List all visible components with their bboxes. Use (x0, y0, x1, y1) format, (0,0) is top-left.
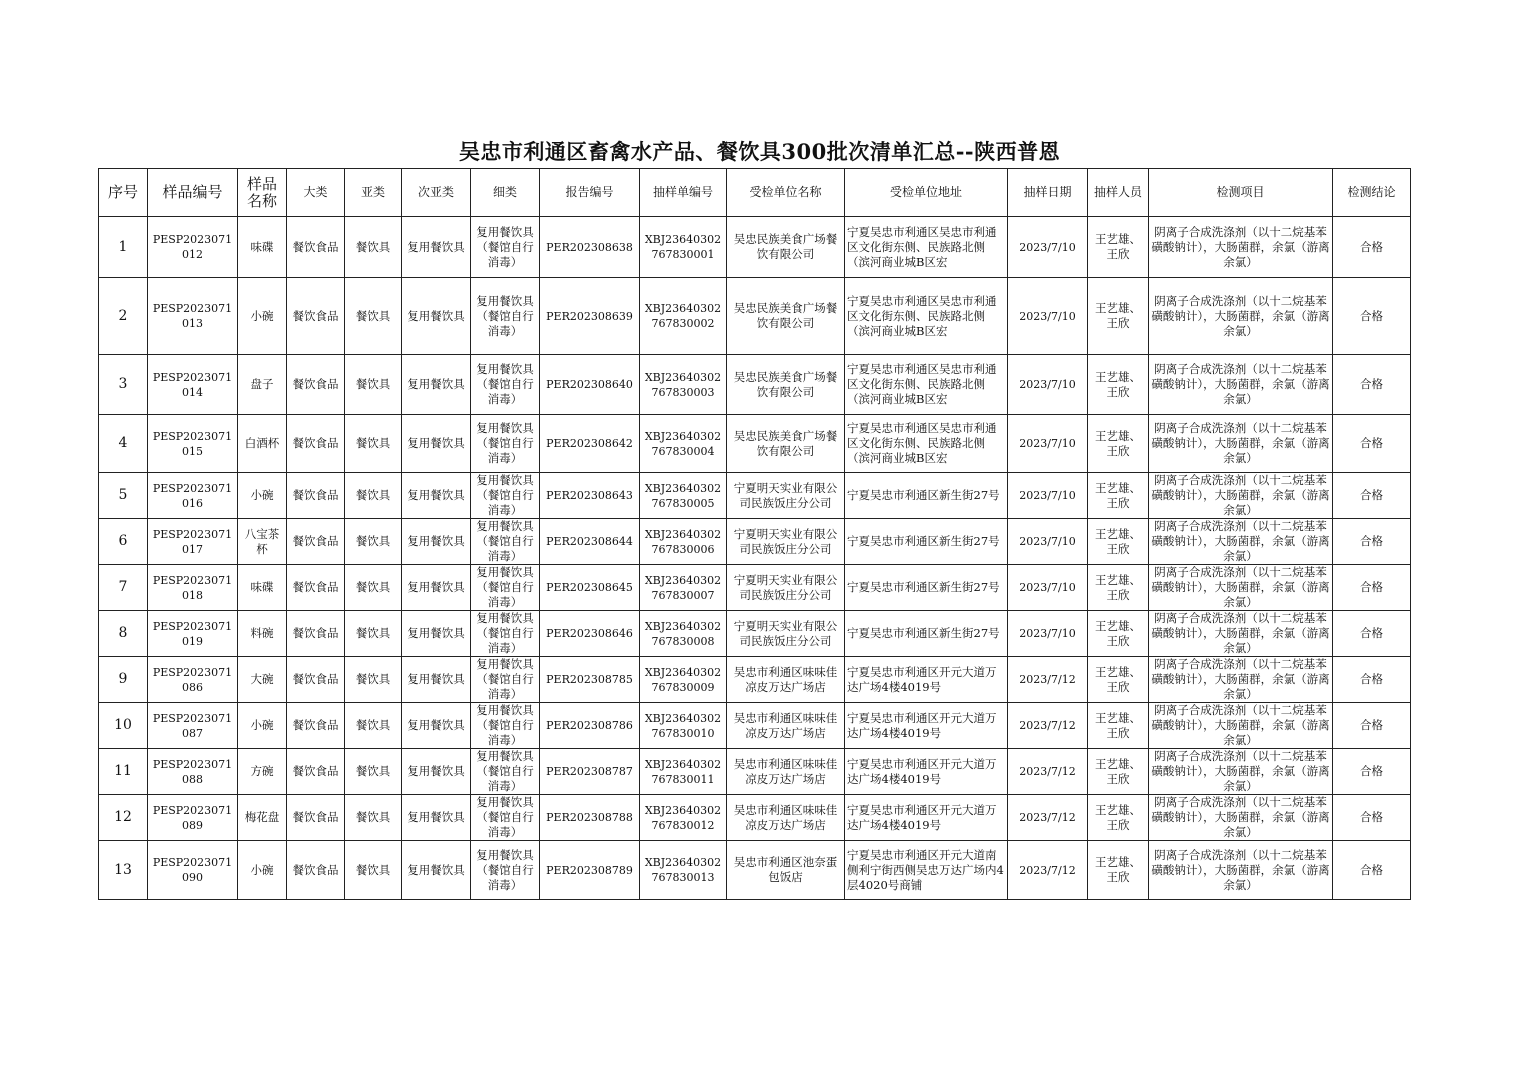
table-cell: PESP2023071017 (148, 519, 238, 565)
table-cell: PESP2023071088 (148, 749, 238, 795)
table-cell: PER202308789 (540, 841, 640, 900)
table-cell: 复用餐饮具 (402, 519, 471, 565)
table-cell: 2023/7/12 (1008, 795, 1088, 841)
table-cell: 餐饮食品 (287, 841, 345, 900)
table-cell: 餐饮具 (345, 355, 402, 415)
table-cell: 阴离子合成洗涤剂（以十二烷基苯磺酸钠计），大肠菌群，余氯（游离余氯） (1149, 795, 1333, 841)
table-cell: 2023/7/12 (1008, 703, 1088, 749)
table-cell: 8 (99, 611, 148, 657)
table-cell: 餐饮具 (345, 217, 402, 278)
table-cell: 餐饮具 (345, 749, 402, 795)
table-cell: 王艺雄、王欣 (1088, 749, 1149, 795)
table-cell: 阴离子合成洗涤剂（以十二烷基苯磺酸钠计），大肠菌群，余氯（游离余氯） (1149, 611, 1333, 657)
table-cell: 宁夏明天实业有限公司民族饭庄分公司 (727, 611, 845, 657)
table-cell: PER202308640 (540, 355, 640, 415)
table-row (99, 749, 1411, 795)
table-cell: 7 (99, 565, 148, 611)
table-cell: PESP2023071013 (148, 278, 238, 355)
table-cell: 复用餐饮具 (402, 611, 471, 657)
header-cell: 样品名称 (238, 169, 287, 217)
table-cell: 宁夏明天实业有限公司民族饭庄分公司 (727, 473, 845, 519)
table-cell: XBJ23640302767830006 (640, 519, 727, 565)
header-cell: 受检单位名称 (727, 169, 845, 217)
table-cell: PER202308644 (540, 519, 640, 565)
table-cell: 王艺雄、王欣 (1088, 565, 1149, 611)
table-row (99, 703, 1411, 749)
header-row (99, 169, 1411, 217)
table-cell: 餐饮食品 (287, 355, 345, 415)
table-cell: 复用餐饮具 (402, 415, 471, 473)
table-cell: 复用餐饮具（餐馆自行消毒） (471, 355, 540, 415)
table-cell: 复用餐饮具 (402, 703, 471, 749)
table-cell: 餐饮具 (345, 795, 402, 841)
table-row (99, 278, 1411, 355)
table-cell: PER202308645 (540, 565, 640, 611)
table-cell: XBJ23640302767830011 (640, 749, 727, 795)
table-cell: 2023/7/10 (1008, 565, 1088, 611)
table-cell: PESP2023071014 (148, 355, 238, 415)
table-cell: 料碗 (238, 611, 287, 657)
table-cell: PER202308785 (540, 657, 640, 703)
table-cell: 复用餐饮具（餐馆自行消毒） (471, 278, 540, 355)
table-cell: 味碟 (238, 217, 287, 278)
table-cell: 餐饮具 (345, 473, 402, 519)
table-cell: 复用餐饮具 (402, 217, 471, 278)
table-cell: PESP2023071087 (148, 703, 238, 749)
table-cell: 11 (99, 749, 148, 795)
table-cell: 复用餐饮具（餐馆自行消毒） (471, 795, 540, 841)
table-cell: 王艺雄、王欣 (1088, 473, 1149, 519)
header-cell: 抽样日期 (1008, 169, 1088, 217)
table-cell: 阴离子合成洗涤剂（以十二烷基苯磺酸钠计），大肠菌群，余氯（游离余氯） (1149, 657, 1333, 703)
table-cell: 阴离子合成洗涤剂（以十二烷基苯磺酸钠计），大肠菌群，余氯（游离余氯） (1149, 473, 1333, 519)
page-title: 吴忠市利通区畜禽水产品、餐饮具300批次清单汇总--陕西普恩 (458, 139, 1061, 164)
table-cell: 餐饮食品 (287, 415, 345, 473)
table-cell: 合格 (1333, 841, 1411, 900)
table-cell: XBJ23640302767830002 (640, 278, 727, 355)
table-cell: 王艺雄、王欣 (1088, 611, 1149, 657)
table-cell: 2023/7/10 (1008, 217, 1088, 278)
table-cell: 1 (99, 217, 148, 278)
table-cell: 餐饮具 (345, 278, 402, 355)
table-cell: 宁夏吴忠市利通区开元大道万达广场4楼4019号 (845, 749, 1008, 795)
table-cell: PER202308788 (540, 795, 640, 841)
table-cell: 餐饮食品 (287, 217, 345, 278)
table-cell: 王艺雄、王欣 (1088, 703, 1149, 749)
table-cell: 合格 (1333, 657, 1411, 703)
table-cell: 合格 (1333, 217, 1411, 278)
table-cell: 阴离子合成洗涤剂（以十二烷基苯磺酸钠计），大肠菌群，余氯（游离余氯） (1149, 415, 1333, 473)
table-cell: 复用餐饮具（餐馆自行消毒） (471, 415, 540, 473)
table-cell: 复用餐饮具（餐馆自行消毒） (471, 703, 540, 749)
table-cell: PER202308638 (540, 217, 640, 278)
table-cell: 2 (99, 278, 148, 355)
table-cell: 10 (99, 703, 148, 749)
table-cell: 吴忠民族美食广场餐饮有限公司 (727, 415, 845, 473)
table-cell: 复用餐饮具（餐馆自行消毒） (471, 217, 540, 278)
table-cell: PER202308639 (540, 278, 640, 355)
header-cell: 次亚类 (402, 169, 471, 217)
table-cell: 王艺雄、王欣 (1088, 841, 1149, 900)
header-cell: 报告编号 (540, 169, 640, 217)
header-cell: 样品编号 (148, 169, 238, 217)
table-cell: 餐饮食品 (287, 657, 345, 703)
header-cell: 大类 (287, 169, 345, 217)
table-cell: 合格 (1333, 415, 1411, 473)
table-row (99, 473, 1411, 519)
table-cell: 宁夏吴忠市利通区新生街27号 (845, 473, 1008, 519)
table-cell: 餐饮食品 (287, 611, 345, 657)
table-cell: 阴离子合成洗涤剂（以十二烷基苯磺酸钠计），大肠菌群，余氯（游离余氯） (1149, 355, 1333, 415)
table-cell: 餐饮食品 (287, 278, 345, 355)
table-row (99, 355, 1411, 415)
table-cell: 王艺雄、王欣 (1088, 519, 1149, 565)
header-cell: 受检单位地址 (845, 169, 1008, 217)
table-cell: 餐饮具 (345, 611, 402, 657)
table-row (99, 795, 1411, 841)
table-cell: 八宝茶杯 (238, 519, 287, 565)
table-cell: 宁夏吴忠市利通区新生街27号 (845, 565, 1008, 611)
table-cell: 王艺雄、王欣 (1088, 278, 1149, 355)
table-cell: 复用餐饮具（餐馆自行消毒） (471, 473, 540, 519)
table-cell: 复用餐饮具 (402, 355, 471, 415)
table-cell: XBJ23640302767830005 (640, 473, 727, 519)
table-row (99, 519, 1411, 565)
table-cell: XBJ23640302767830010 (640, 703, 727, 749)
header-cell: 细类 (471, 169, 540, 217)
table-cell: 餐饮具 (345, 657, 402, 703)
table-cell: 梅花盘 (238, 795, 287, 841)
table-cell: 吴忠市利通区池奈蛋包饭店 (727, 841, 845, 900)
header-cell: 序号 (99, 169, 148, 217)
table-cell: 复用餐饮具 (402, 841, 471, 900)
table-cell: 大碗 (238, 657, 287, 703)
table-cell: 复用餐饮具 (402, 657, 471, 703)
table-cell: 阴离子合成洗涤剂（以十二烷基苯磺酸钠计），大肠菌群，余氯（游离余氯） (1149, 749, 1333, 795)
table-cell: 餐饮食品 (287, 795, 345, 841)
table-cell: 小碗 (238, 841, 287, 900)
table-cell: 餐饮食品 (287, 565, 345, 611)
table-cell: 宁夏明天实业有限公司民族饭庄分公司 (727, 519, 845, 565)
table-cell: 宁夏吴忠市利通区开元大道万达广场4楼4019号 (845, 795, 1008, 841)
table-cell: 复用餐饮具 (402, 795, 471, 841)
table-cell: 2023/7/12 (1008, 841, 1088, 900)
header-cell: 亚类 (345, 169, 402, 217)
table-cell: 餐饮食品 (287, 519, 345, 565)
table-cell: 宁夏吴忠市利通区新生街27号 (845, 519, 1008, 565)
table-cell: 12 (99, 795, 148, 841)
table-cell: 宁夏吴忠市利通区吴忠市利通区文化街东侧、民族路北侧（滨河商业城B区宏 (845, 355, 1008, 415)
table-cell: PER202308642 (540, 415, 640, 473)
table-cell: PESP2023071015 (148, 415, 238, 473)
table-cell: PESP2023071086 (148, 657, 238, 703)
header-cell: 抽样人员 (1088, 169, 1149, 217)
table-row (99, 657, 1411, 703)
table-cell: 复用餐饮具 (402, 473, 471, 519)
header-cell: 检测结论 (1333, 169, 1411, 217)
table-cell: 吴忠民族美食广场餐饮有限公司 (727, 278, 845, 355)
table-cell: 阴离子合成洗涤剂（以十二烷基苯磺酸钠计），大肠菌群，余氯（游离余氯） (1149, 217, 1333, 278)
table-cell: XBJ23640302767830004 (640, 415, 727, 473)
table-cell: PER202308786 (540, 703, 640, 749)
table-cell: 宁夏吴忠市利通区开元大道南侧利宁街西侧吴忠万达广场内4层4020号商铺 (845, 841, 1008, 900)
table-cell: 复用餐饮具（餐馆自行消毒） (471, 657, 540, 703)
table-cell: 吴忠市利通区味味佳凉皮万达广场店 (727, 703, 845, 749)
table-cell: 阴离子合成洗涤剂（以十二烷基苯磺酸钠计），大肠菌群，余氯（游离余氯） (1149, 841, 1333, 900)
table-row (99, 611, 1411, 657)
table-cell: XBJ23640302767830012 (640, 795, 727, 841)
table-cell: 吴忠市利通区味味佳凉皮万达广场店 (727, 795, 845, 841)
table-cell: 2023/7/10 (1008, 519, 1088, 565)
table-cell: 盘子 (238, 355, 287, 415)
table-cell: 王艺雄、王欣 (1088, 795, 1149, 841)
table-cell: PESP2023071019 (148, 611, 238, 657)
table-cell: 4 (99, 415, 148, 473)
table-cell: 白酒杯 (238, 415, 287, 473)
table-cell: 味碟 (238, 565, 287, 611)
table-cell: 合格 (1333, 611, 1411, 657)
table-cell: 阴离子合成洗涤剂（以十二烷基苯磺酸钠计），大肠菌群，余氯（游离余氯） (1149, 565, 1333, 611)
table-cell: 小碗 (238, 278, 287, 355)
table-cell: 3 (99, 355, 148, 415)
table-cell: 复用餐饮具 (402, 278, 471, 355)
table-cell: XBJ23640302767830007 (640, 565, 727, 611)
table-cell: 合格 (1333, 749, 1411, 795)
table-cell: 王艺雄、王欣 (1088, 657, 1149, 703)
table-cell: 宁夏吴忠市利通区吴忠市利通区文化街东侧、民族路北侧（滨河商业城B区宏 (845, 415, 1008, 473)
table-cell: 合格 (1333, 355, 1411, 415)
table-cell: 2023/7/10 (1008, 355, 1088, 415)
table-cell: 6 (99, 519, 148, 565)
results-table (98, 168, 1411, 900)
table-cell: 复用餐饮具 (402, 749, 471, 795)
table-row (99, 415, 1411, 473)
table-cell: XBJ23640302767830008 (640, 611, 727, 657)
table-cell: 阴离子合成洗涤剂（以十二烷基苯磺酸钠计），大肠菌群，余氯（游离余氯） (1149, 519, 1333, 565)
table-cell: 餐饮食品 (287, 473, 345, 519)
table-cell: 吴忠民族美食广场餐饮有限公司 (727, 355, 845, 415)
table-cell: 复用餐饮具（餐馆自行消毒） (471, 841, 540, 900)
table-cell: 餐饮食品 (287, 703, 345, 749)
table-cell: 餐饮具 (345, 415, 402, 473)
table-cell: 13 (99, 841, 148, 900)
table-cell: 吴忠民族美食广场餐饮有限公司 (727, 217, 845, 278)
table-cell: 合格 (1333, 795, 1411, 841)
table-cell: 合格 (1333, 519, 1411, 565)
table-cell: 餐饮具 (345, 703, 402, 749)
table-cell: XBJ23640302767830009 (640, 657, 727, 703)
table-cell: 王艺雄、王欣 (1088, 355, 1149, 415)
table-cell: PESP2023071016 (148, 473, 238, 519)
table-row (99, 565, 1411, 611)
header-cell: 检测项目 (1149, 169, 1333, 217)
table-cell: 方碗 (238, 749, 287, 795)
table-cell: PER202308643 (540, 473, 640, 519)
table-cell: 小碗 (238, 703, 287, 749)
table-cell: 合格 (1333, 473, 1411, 519)
table-cell: 吴忠市利通区味味佳凉皮万达广场店 (727, 657, 845, 703)
table-cell: 复用餐饮具（餐馆自行消毒） (471, 611, 540, 657)
table-cell: 合格 (1333, 703, 1411, 749)
table-cell: PER202308787 (540, 749, 640, 795)
table-cell: XBJ23640302767830013 (640, 841, 727, 900)
table-cell: 复用餐饮具（餐馆自行消毒） (471, 565, 540, 611)
table-cell: 2023/7/12 (1008, 657, 1088, 703)
table-cell: 宁夏吴忠市利通区吴忠市利通区文化街东侧、民族路北侧（滨河商业城B区宏 (845, 217, 1008, 278)
table-cell: 王艺雄、王欣 (1088, 415, 1149, 473)
table-row (99, 841, 1411, 900)
table-cell: 2023/7/10 (1008, 278, 1088, 355)
header-cell: 抽样单编号 (640, 169, 727, 217)
table-cell: PESP2023071090 (148, 841, 238, 900)
table-cell: 宁夏吴忠市利通区吴忠市利通区文化街东侧、民族路北侧（滨河商业城B区宏 (845, 278, 1008, 355)
table-cell: 复用餐饮具（餐馆自行消毒） (471, 519, 540, 565)
table-cell: PESP2023071018 (148, 565, 238, 611)
table-cell: 宁夏吴忠市利通区开元大道万达广场4楼4019号 (845, 657, 1008, 703)
table-cell: 宁夏吴忠市利通区新生街27号 (845, 611, 1008, 657)
table-cell: PER202308646 (540, 611, 640, 657)
table-cell: PESP2023071089 (148, 795, 238, 841)
table-cell: XBJ23640302767830001 (640, 217, 727, 278)
table-cell: 宁夏吴忠市利通区开元大道万达广场4楼4019号 (845, 703, 1008, 749)
table-cell: 复用餐饮具（餐馆自行消毒） (471, 749, 540, 795)
table-cell: 餐饮具 (345, 841, 402, 900)
table-cell: PESP2023071012 (148, 217, 238, 278)
table-cell: 5 (99, 473, 148, 519)
table-cell: 合格 (1333, 278, 1411, 355)
table-cell: 合格 (1333, 565, 1411, 611)
table-cell: 王艺雄、王欣 (1088, 217, 1149, 278)
table-cell: 2023/7/10 (1008, 473, 1088, 519)
table-cell: 2023/7/10 (1008, 611, 1088, 657)
table-cell: 餐饮具 (345, 565, 402, 611)
table-cell: 阴离子合成洗涤剂（以十二烷基苯磺酸钠计），大肠菌群，余氯（游离余氯） (1149, 278, 1333, 355)
table-cell: 餐饮具 (345, 519, 402, 565)
table-cell: 宁夏明天实业有限公司民族饭庄分公司 (727, 565, 845, 611)
table-cell: 小碗 (238, 473, 287, 519)
table-cell: 9 (99, 657, 148, 703)
table-cell: 阴离子合成洗涤剂（以十二烷基苯磺酸钠计），大肠菌群，余氯（游离余氯） (1149, 703, 1333, 749)
table-cell: XBJ23640302767830003 (640, 355, 727, 415)
table-cell: 2023/7/10 (1008, 415, 1088, 473)
table-cell: 吴忠市利通区味味佳凉皮万达广场店 (727, 749, 845, 795)
table-cell: 2023/7/12 (1008, 749, 1088, 795)
table-cell: 复用餐饮具 (402, 565, 471, 611)
table-row (99, 217, 1411, 278)
table-cell: 餐饮食品 (287, 749, 345, 795)
